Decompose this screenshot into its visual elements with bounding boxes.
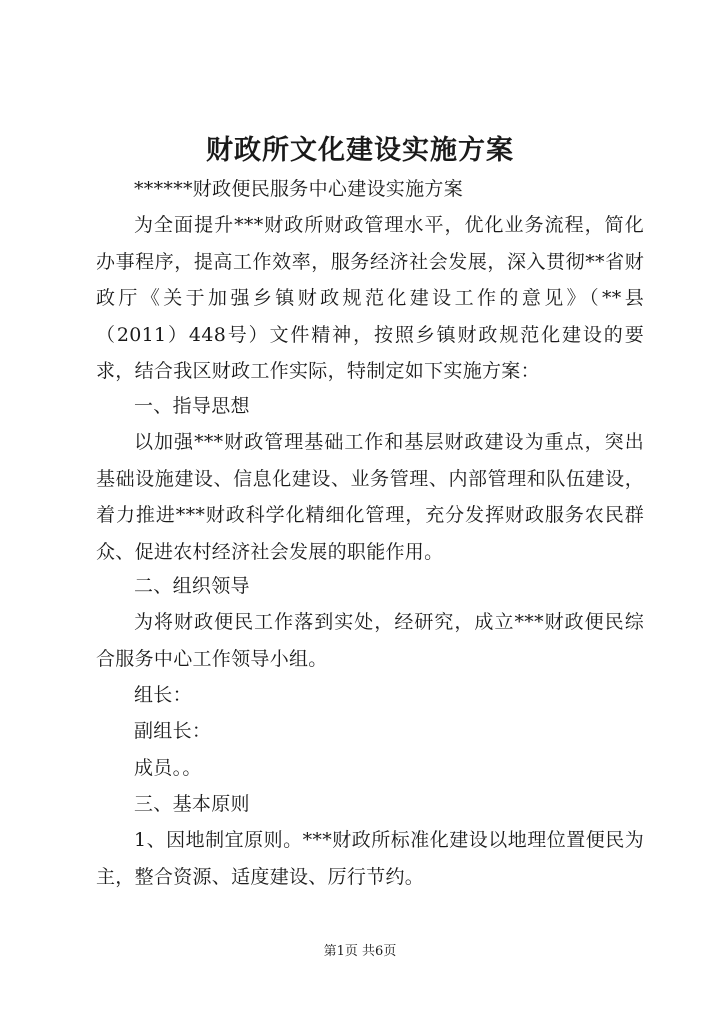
doc-subtitle: ******财政便民服务中心建设实施方案: [134, 178, 464, 200]
body-paragraph: 为将财政便民工作落到实处，经研究，成立***财政便民综合服务中心工作领导小组。: [96, 611, 644, 670]
body-paragraph: 以加强***财政管理基础工作和基层财政建设为重点，突出基础设施建设、信息化建设、业务管理、内部管理和队伍建设，着力推进***财政科学化精细化管理，充分发挥财政服务农民群众、促进农村经济社会发展的职能作用。: [96, 431, 644, 563]
page-title: 财政所文化建设实施方案: [206, 135, 514, 166]
section-heading: 三、基本原则: [134, 793, 250, 815]
body-paragraph: 1、因地制宜原则。***财政所标准化建设以地理位置便民为主，整合资源、适度建设、厉行节约。: [96, 829, 644, 888]
list-item: 成员。。: [134, 757, 202, 779]
list-item: 副组长：: [134, 720, 212, 742]
list-item: 组长：: [134, 684, 192, 706]
section-heading: 二、组织领导: [134, 575, 250, 597]
section-heading: 一、指导思想: [134, 395, 250, 417]
body-paragraph: 为全面提升***财政所财政管理水平，优化业务流程，简化办事程序，提高工作效率，服务经济社会发展，深入贯彻**省财政厅《关于加强乡镇财政规范化建设工作的意见》（**县（2011）448号）文件精神，按照乡镇财政规范化建设的要求，结合我区财政工作实际，特制定如下实施方案：: [96, 214, 644, 382]
page-footer: 第1页 共6页: [323, 944, 397, 959]
